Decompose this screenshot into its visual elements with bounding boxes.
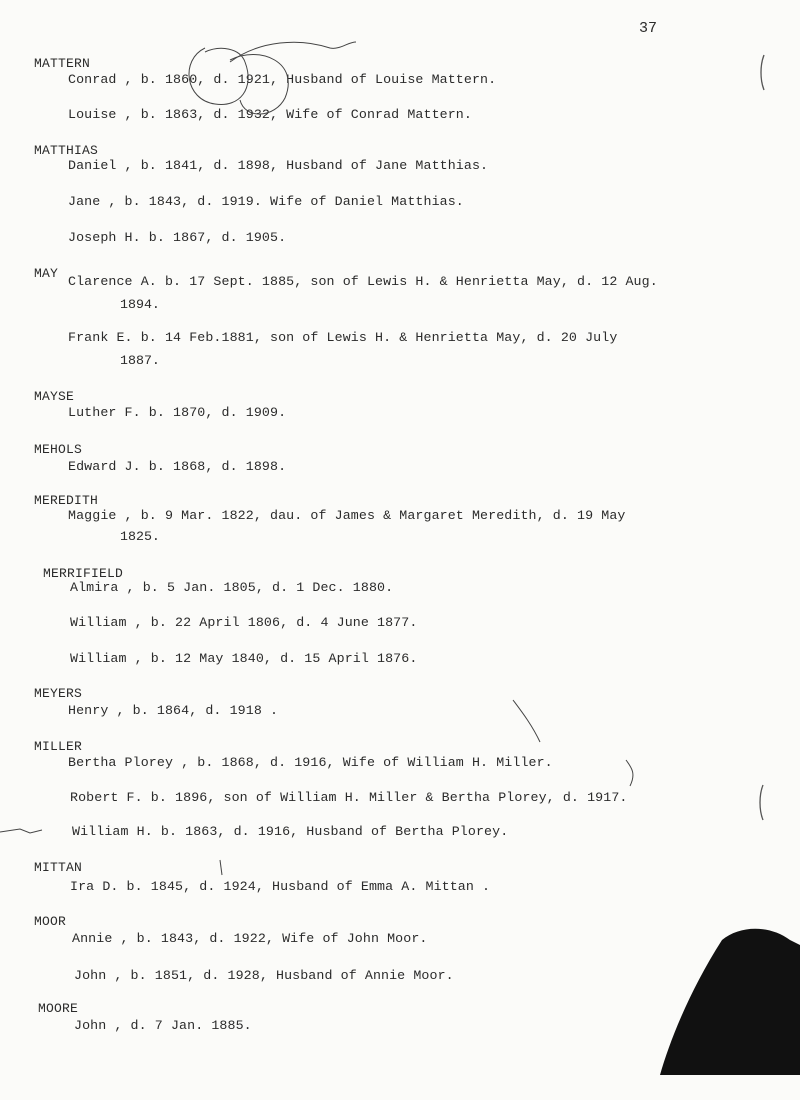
- record-line: William , b. 22 April 1806, d. 4 June 1877.: [70, 615, 418, 630]
- record-line: Robert F. b. 1896, son of William H. Miller & Bertha Plorey, d. 1917.: [70, 790, 628, 805]
- record-line: Ira D. b. 1845, d. 1924, Husband of Emma A. Mittan .: [70, 879, 491, 894]
- surname-heading: MERRIFIELD: [43, 566, 124, 581]
- page-number: 37: [639, 20, 658, 37]
- surname-heading: MEREDITH: [34, 493, 99, 508]
- surname-heading: MATTHIAS: [34, 143, 99, 158]
- surname-heading: MILLER: [34, 739, 83, 754]
- record-line: William H. b. 1863, d. 1916, Husband of Bertha Plorey.: [72, 824, 509, 839]
- record-continuation: 1894.: [120, 297, 160, 312]
- record-line: Luther F. b. 1870, d. 1909.: [68, 405, 287, 420]
- record-line: John , d. 7 Jan. 1885.: [74, 1018, 252, 1033]
- record-line: Maggie , b. 9 Mar. 1822, dau. of James & Margaret Meredith, d. 19 May: [68, 508, 626, 523]
- record-line: Jane , b. 1843, d. 1919. Wife of Daniel Matthias.: [68, 194, 464, 209]
- record-line: Frank E. b. 14 Feb.1881, son of Lewis H. & Henrietta May, d. 20 July: [68, 330, 618, 345]
- record-line: Edward J. b. 1868, d. 1898.: [68, 459, 287, 474]
- record-line: Daniel , b. 1841, d. 1898, Husband of Jane Matthias.: [68, 158, 489, 173]
- record-continuation: 1887.: [120, 353, 160, 368]
- pencil-scribble-marks: [0, 42, 633, 875]
- record-line: Louise , b. 1863, d. 1932, Wife of Conrad Mattern.: [68, 107, 472, 122]
- ink-blot: [660, 929, 800, 1075]
- record-line: John , b. 1851, d. 1928, Husband of Annie Moor.: [74, 968, 454, 983]
- record-line: Almira , b. 5 Jan. 1805, d. 1 Dec. 1880.: [70, 580, 394, 595]
- surname-heading: MEYERS: [34, 686, 83, 701]
- record-line: Conrad , b. 1860, d. 1921, Husband of Louise Mattern.: [68, 72, 497, 87]
- record-line: Joseph H. b. 1867, d. 1905.: [68, 230, 287, 245]
- record-continuation: 1825.: [120, 529, 160, 544]
- surname-heading: MEHOLS: [34, 442, 83, 457]
- record-line: Clarence A. b. 17 Sept. 1885, son of Lewis H. & Henrietta May, d. 12 Aug.: [68, 274, 658, 289]
- surname-heading: MAYSE: [34, 389, 75, 404]
- record-line: William , b. 12 May 1840, d. 15 April 1876.: [70, 651, 418, 666]
- record-line: Annie , b. 1843, d. 1922, Wife of John Moor.: [72, 931, 428, 946]
- surname-heading: MOORE: [38, 1001, 79, 1016]
- record-line: Henry , b. 1864, d. 1918 .: [68, 703, 279, 718]
- surname-heading: MATTERN: [34, 56, 91, 71]
- surname-heading: MOOR: [34, 914, 67, 929]
- margin-marks: [760, 55, 764, 820]
- surname-heading: MAY: [34, 266, 59, 281]
- surname-heading: MITTAN: [34, 860, 83, 875]
- record-line: Bertha Plorey , b. 1868, d. 1916, Wife of William H. Miller.: [68, 755, 553, 770]
